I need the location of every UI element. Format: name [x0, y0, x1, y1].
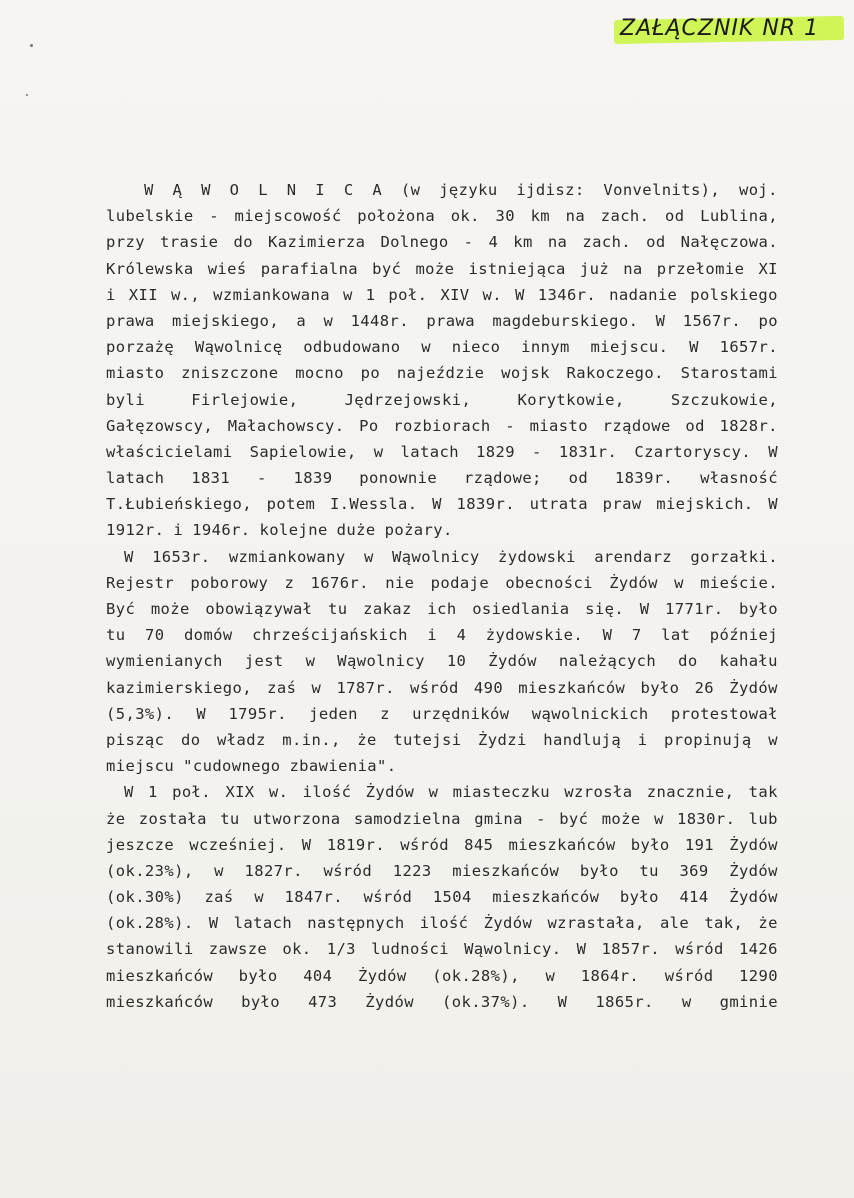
document-line: że została tu utworzona samodzielna gmina - być może w 1830r. lub	[106, 809, 778, 828]
document-line: miasto zniszczone mocno po najeździe wojsk Rakoczego. Starostami	[106, 364, 778, 383]
document-line: (ok.28%). W latach następnych ilość Żydów wzrastała, ale tak, że	[106, 914, 778, 933]
attachment-stamp	[620, 16, 840, 46]
document-line: (ok.30%) zaś w 1847r. wśród 1504 mieszkańców było 414 Żydów	[106, 888, 778, 907]
attachment-stamp-text: ZAŁĄCZNIK NR 1	[620, 16, 820, 41]
document-line: Rejestr poborowy z 1676r. nie podaje obecności Żydów w mieście.	[106, 573, 778, 592]
document-line: W 1653r. wzmiankowany w Wąwolnicy żydowski arendarz gorzałki.	[124, 547, 778, 566]
document-line: i XII w., wzmiankowana w 1 poł. XIV w. W 1346r. nadanie polskiego	[106, 285, 778, 304]
document-line: W Ą W O L N I C A (w języku ijdisz: Vonvelnits), woj.	[144, 181, 778, 199]
document-line: kazimierskiego, zaś w 1787r. wśród 490 mieszkańców było 26 Żydów	[106, 678, 778, 697]
document-body	[106, 177, 778, 1015]
document-line: mieszkańców było 404 Żydów (ok.28%), w 1864r. wśród 1290	[106, 966, 778, 985]
document-line: stanowili zawsze ok. 1/3 ludności Wąwolnicy. W 1857r. wśród 1426	[106, 940, 778, 959]
document-line: mieszkańców było 473 Żydów (ok.37%). W 1865r. w gminie	[106, 992, 778, 1011]
document-line: Być może obowiązywał tu zakaz ich osiedlania się. W 1771r. było	[106, 600, 778, 618]
document-line: T.Łubieńskiego, potem I.Wessla. W 1839r. utrata praw miejskich. W	[106, 495, 778, 514]
document-line: przy trasie do Kazimierza Dolnego - 4 km na zach. od Nałęczowa.	[106, 233, 778, 252]
document-line: jeszcze wcześniej. W 1819r. wśród 845 mieszkańców było 191 Żydów	[106, 835, 778, 854]
document-line: miejscu "cudownego zbawienia".	[106, 757, 397, 776]
document-line: lubelskie - miejscowość położona ok. 30 km na zach. od Lublina,	[106, 207, 778, 226]
document-line: porzażę Wąwolnicę odbudowano w nieco innym miejscu. W 1657r.	[106, 338, 778, 357]
scan-speck	[26, 94, 28, 96]
document-line: prawa miejskiego, a w 1448r. prawa magdeburskiego. W 1567r. po	[106, 311, 778, 330]
document-line: latach 1831 - 1839 ponownie rządowe; od 1839r. własność	[106, 469, 778, 488]
document-line: Królewska wieś parafialna być może istniejąca już na przełomie XI	[106, 259, 778, 278]
document-line: właścicielami Sapielowie, w latach 1829 - 1831r. Czartoryscy. W	[106, 442, 778, 461]
document-line: tu 70 domów chrześcijańskich i 4 żydowskie. W 7 lat później	[106, 626, 778, 645]
scan-speck	[30, 44, 33, 47]
document-line: wymienianych jest w Wąwolnicy 10 Żydów należących do kahału	[106, 652, 778, 671]
document-line: (5,3%). W 1795r. jeden z urzędników wąwolnickich protestował	[106, 704, 778, 723]
document-line: W 1 poł. XIX w. ilość Żydów w miasteczku wzrosła znacznie, tak	[124, 783, 778, 802]
document-line: Gałęzowscy, Małachowscy. Po rozbiorach - miasto rządowe od 1828r.	[106, 416, 778, 435]
document-line: 1912r. i 1946r. kolejne duże pożary.	[106, 521, 453, 540]
document-line: pisząc do władz m.in., że tutejsi Żydzi handlują i propinują w	[106, 730, 778, 749]
document-line: (ok.23%), w 1827r. wśród 1223 mieszkańców było tu 369 Żydów	[106, 861, 778, 880]
document-line: byli Firlejowie, Jędrzejowski, Korytkowie, Szczukowie,	[106, 390, 778, 409]
